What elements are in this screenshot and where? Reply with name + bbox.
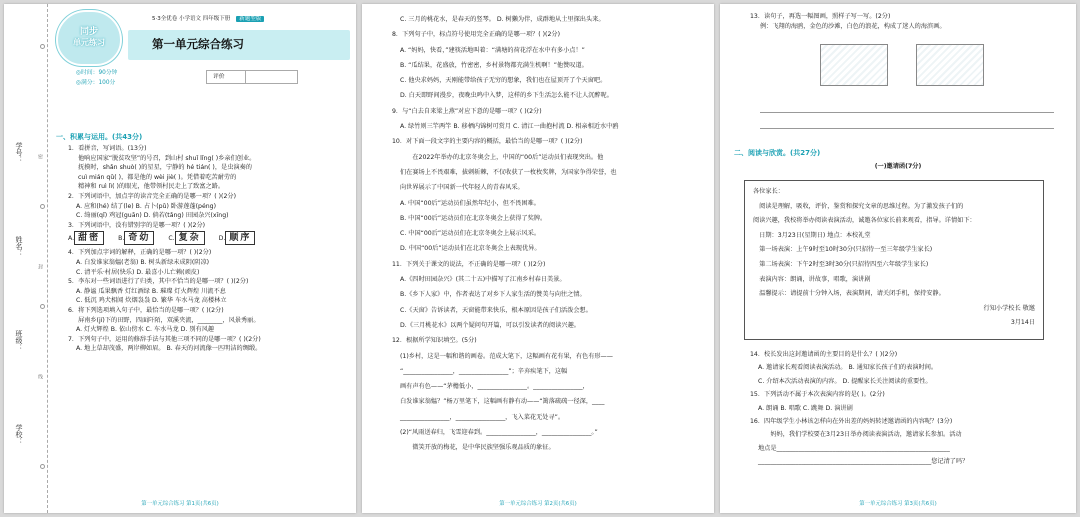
question-line: C.《天窗》告诉读者，天窗能带来快乐，根本原因是孩子们活泼会想。 (400, 306, 592, 314)
question-line: 3．下列词语中，没有错别字的是哪一项？( )(2分) (68, 221, 206, 229)
question-line: B. “瓜结果，花盛放，竹密密，乡村景物都充满生机啊！”他赞叹道。 (400, 61, 588, 69)
binding-hole (40, 204, 45, 209)
page-footer: 第一单元综合练习 第1页(共6页) (141, 501, 219, 507)
question-line: 6．将下列选项填入句子中，最恰当的是哪一项？( )(2分) (68, 306, 224, 314)
option-letter: B. (118, 235, 125, 243)
question-line: “________________，________________”；辛弃疾笔下，这幅 (400, 367, 568, 375)
option-letter: C. (168, 235, 175, 243)
page-footer: 第一单元综合练习 第3页(共6页) (859, 501, 937, 507)
question-line: 12．根据所学知识填空。(5分) (392, 337, 477, 345)
question-line: 妈妈，我们学校要在3月23日举办阅读表演活动，邀请家长参加。活动 (758, 431, 962, 439)
question-line: D. 白天即野间漫步，夜晚虫鸣中入梦，这样的乡下生活怎么能不让人沉醉呢。 (400, 92, 613, 100)
passage-title: (一)邀请函(7分) (874, 163, 922, 170)
option-letter: D. (218, 235, 226, 243)
letter-line: 阅读是理解，吸收，评价，鉴赏和探究文章的思维过程。为了激发孩子们的 (753, 202, 964, 210)
letter-line: 3月14日 (1010, 319, 1035, 327)
letter-line: 各位家长： (753, 188, 784, 195)
letter-line: 表演内容：朗诵，讲故事，唱歌，演讲剧 (753, 275, 871, 283)
question-line: D. 中国“00后”运动员们在北京冬奥会上表现优异。 (400, 245, 541, 253)
question-line: 14．校长发出这封邀请函的主要目的是什么？( )(2分) (750, 351, 898, 358)
student-number-label: 学号： (15, 142, 23, 163)
picture-option-1[interactable] (820, 44, 888, 86)
question-line: 他响应国家“脱贫攻坚”的号召，到山村 shuǐ lǐng( )乡亲们创业。 (78, 154, 256, 162)
question-line: 在2022年举办的北京冬奥会上，中国的“00后”运动员们表现突出。他 (400, 153, 604, 161)
question-line: 11．下列关于课文的说法，不正确的是哪一项？( )(2分) (392, 260, 546, 268)
option-letter: A. (68, 235, 75, 243)
question-line: 5．李东对一些词语进行了归类，其中不恰当的是哪一项？( )(2分) (68, 278, 249, 286)
question-line: A. 应和(hé) 结了(le) B. 占卜(pǔ) 卧游莲蓬(péng) (76, 202, 217, 210)
question-list (750, 348, 1066, 469)
question-line: C. 清平乐·村居(快乐) D. 最喜小儿亡赖(顽皮) (76, 268, 200, 276)
question-line: 白发谁家翁媪？”杨万里笔下，这幅画有静有动——“篱落疏疏一径深，____ (400, 398, 605, 406)
question-13 (750, 12, 1066, 31)
series-text: 5·3全优卷 小学语文 四年级下册 (152, 16, 231, 22)
invitation-letter (744, 180, 1044, 340)
option-word-box: 顺序 (225, 231, 255, 245)
question-line: 15．下列活动不属于本次表演内容的是( )。(2分) (750, 391, 885, 399)
time-limit: ◎时间：90分钟 (76, 70, 118, 76)
question-line: A. 绿竹则三竿两竿 B. 移栖内锦树可赏月 C. 清江一曲抱村流 D. 相亲相近水中鸥 (400, 123, 619, 131)
series-info (152, 14, 264, 22)
question-line: (1)乡村，这是一幅和谐的画卷。范成大笔下，这幅画有花有果，有色有形—— (400, 352, 613, 360)
evaluation-label: 评价 (213, 74, 225, 80)
word-choice-option[interactable] (219, 235, 256, 242)
question-line: 精神和 ruì lì( )的眼光，他带领村民走上了致富之路。 (78, 183, 225, 191)
question-line: 4．下列加点字词的解释，正确的是哪一项？( )(2分) (68, 249, 212, 257)
question-line: C. 介绍本次活动表演的内容。 D. 提醒家长关注阅读的重要性。 (758, 377, 932, 385)
question-line: 抚摸时，shǎn shuò( )的星星，宁静的 hé tián( )，是虫演奏的 (78, 164, 252, 172)
question-list (392, 12, 706, 456)
badge-bottom-text: 单元练习 (73, 38, 105, 47)
question-line: C. 三月的桃花水，是春天的竖琴。 D. 树獭为伴，成群地从土里探出头来。 (400, 16, 605, 23)
worksheet-page-3 (720, 4, 1076, 513)
answer-line[interactable] (760, 112, 1054, 113)
worksheet-page-1 (4, 4, 356, 513)
fold-mark: 线 (37, 374, 43, 379)
letter-line: 阅读兴趣，我校将举办阅读表演活动，诚邀各位家长前来观看，指导。详情如下： (753, 217, 976, 225)
question-line: A. 邀请家长观看阅读表演活动。 B. 通知家长孩子们的表演时间。 (758, 364, 938, 372)
question-line: A. 静谧 瓜果飘香 灯红酒绿 B. 璀璨 灯火辉煌 川流不息 (76, 287, 226, 295)
question-line: A. 朗诵 B. 唱歌 C. 跳舞 D. 演讲剧 (758, 404, 853, 412)
word-choice-option[interactable] (168, 235, 204, 242)
edition-tag: 新题型版 (236, 16, 264, 22)
binding-hole (40, 464, 45, 469)
question-line: C. 绮丽(qǐ) 鸡冠(guān) D. 倘若(tǎng) 田园杂兴(xīng) (76, 212, 229, 220)
binding-hole (40, 44, 45, 49)
school-label: 学校： (15, 424, 23, 445)
question-line: 微笑开放的梅花，是中华民族坚强乐观品质的象征。 (400, 444, 555, 452)
question-line: C. 中国“00后”运动员们在北京冬奥会上展示风采。 (400, 230, 541, 238)
fold-mark: 封 (37, 264, 43, 269)
question-line: A. 灯火辉煌 B. 依山傍水 C. 车水马龙 D. 别有风趣 (76, 326, 215, 334)
question-line: A. 中国“00后”运动员们虽然年纪小，但不畏困难。 (400, 199, 540, 207)
answer-line[interactable] (760, 128, 1054, 129)
letter-line: 第二场表演：下午2时至3时30分(只招待四至六年级学生家长) (753, 260, 929, 268)
student-name-label: 姓名： (15, 236, 23, 257)
section-heading: 一、积累与运用。(共43分) (56, 133, 143, 141)
section-heading: 二、阅读与欣赏。(共27分) (734, 149, 821, 157)
question-line: 1．看拼音，写词语。(13分) (68, 145, 147, 152)
question-line: cuì mián qǔ( )，都是他的 wèi jiè( )。凭借着吃苦耐劳的 (78, 173, 237, 181)
letter-line: 日期：3月23日(星期日) 地点：本校礼堂 (753, 231, 871, 239)
series-badge (56, 10, 122, 66)
letter-line: 温馨提示：请提前十分钟入场，表演期间，请关闭手机，保持安静。 (753, 290, 945, 298)
full-score: ◎满分：100分 (76, 80, 116, 86)
word-choice-row (68, 230, 350, 248)
question-line: C. 低沉 鸡犬相闻 炊烟袅袅 D. 繁华 车水马龙 高楼林立 (76, 297, 227, 305)
option-word-box: 复杂 (175, 231, 205, 245)
word-choice-option[interactable] (118, 235, 154, 242)
worksheet-header (56, 10, 350, 94)
evaluation-box[interactable] (206, 70, 298, 84)
question-text: 13．读句子，再选一幅图画，照样子写一写。(2分) (750, 13, 891, 20)
question-line: A.《四时田园杂兴》(其二十五)中描写了江南乡村春日美景。 (400, 276, 566, 284)
word-choice-option[interactable] (68, 235, 104, 242)
option-word-box: 奇幼 (124, 231, 154, 245)
question-line: 画有声有色——“茅檐低小，________________。________________， (400, 383, 589, 391)
question-line: 9．与“白去自来梁上燕”对应下意的是哪一项？( )(2分) (392, 107, 542, 115)
binding-hole (40, 304, 45, 309)
question-line: ________________，________________，飞入菜花无处寻”。 (400, 413, 565, 421)
question-line: A. “妈妈，快看，”建筷活地叫着：“满塘的荷花浮在水中有多小点！” (400, 46, 585, 54)
question-line: 屏南乡(jí)下的田野，四面阡陌，双溪夹流，________，风景秀丽。 (78, 316, 260, 324)
letter-line: 行知小学校长 敬邀 (983, 304, 1035, 312)
example-text: 例：飞翔的海鸥，金色的沙滩，白色的浪花，构成了迷人的海滨画。 (760, 22, 946, 30)
question-line: 们在赛场上不畏艰难，拔刺斩棘，不仅收获了一枚枚奖牌，为国家争得荣誉，也 (400, 168, 617, 176)
picture-option-2[interactable] (916, 44, 984, 86)
worksheet-page-2 (362, 4, 714, 513)
page-title: 第一单元综合练习 (152, 37, 244, 51)
question-line: 16．四年级学生小林该怎样向在外出差的妈妈转述邀请函的内容呢？(3分) (750, 418, 953, 426)
question-line: 8．下列句子中，标点符号使用完全正确的是哪一项？( )(2分) (392, 31, 560, 39)
exam-info (76, 68, 117, 88)
question-line: 向世界展示了中国新一代年轻人的青春风采。 (400, 184, 524, 192)
option-word-box: 甜密 (74, 231, 104, 245)
question-line: B.《乡下人家》中，作者表达了对乡下人家生活的赞美与向往之情。 (400, 291, 586, 299)
question-line: ________________________________________________________您记清了吗？ (758, 458, 969, 466)
question-line: A. 白发谁家翁媪(老翁) B. 树头新绿未成阴(阴凉) (76, 258, 210, 266)
class-label: 班级： (15, 330, 23, 351)
question-line: A. 地上草却茂盛，两岸柳如眉。 B. 春天的河流像一匹明洁的绸缎。 (76, 345, 262, 353)
page-footer: 第一单元综合练习 第2页(共6页) (499, 501, 577, 507)
question-line: 7．下列句子中，运用的修辞手法与其他三项不同的是哪一项？( )(2分) (68, 335, 261, 343)
question-line: B. 中国“00后”运动员们在北京冬奥会上获得了奖牌。 (400, 214, 547, 222)
section-one (56, 132, 348, 142)
question-line: 10．对下面一段文字的主要内容的概括，最恰当的是哪一项？( )(2分) (392, 138, 583, 146)
fold-mark: 密 (37, 154, 43, 159)
question-line: (2)“风雨送春归，飞雪迎春到。________________，________________。” (400, 429, 598, 437)
badge-top-text: 同步 (79, 27, 98, 37)
question-line: D.《三月桃花水》以两个疑问句开篇，可以引发读者的阅读兴趣。 (400, 321, 580, 329)
binding-sidebar (4, 4, 48, 513)
letter-line: 第一场表演：上午9时至10时30分(只招待一至三年级学生家长) (753, 246, 933, 254)
question-line: 2．下列词语中，加点字的读音完全正确的是哪一项？( )(2分) (68, 192, 236, 200)
question-line: C. 他央求妈妈，天刚能带给孩子无穷的想象，我们也在屋顶开了个天窗吧。 (400, 77, 607, 85)
question-list (68, 144, 350, 354)
question-line: 地点是________________________________________________________ (758, 444, 950, 452)
